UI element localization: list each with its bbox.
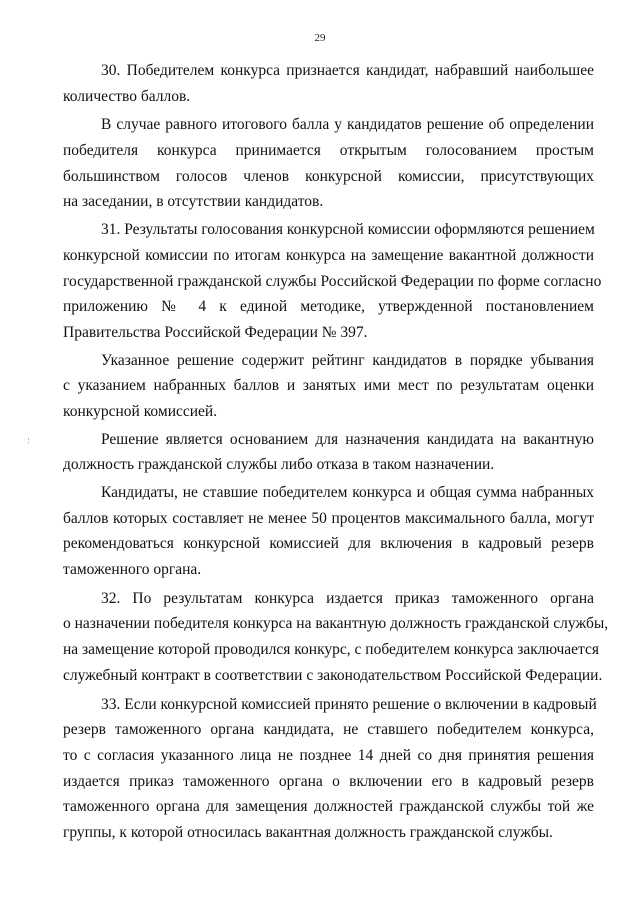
paragraph-item-33 [63,692,597,846]
scan-artifact [28,438,33,444]
text-line: служебный контракт в соответствии с законодательством Российской Федерации. [63,666,603,684]
text-line: победителя конкурса принимается открытым голосованием простым [63,142,594,160]
text-line: большинством голосов членов конкурсной комиссии, присутствующих [63,167,594,185]
text-line: Указанное решение содержит рейтинг кандидатов в порядке убывания [101,351,594,369]
text-line: на замещение которой проводился конкурс, с победителем конкурса заключается [63,641,600,659]
text-line: должность гражданской службы либо отказа в таком назначении. [63,456,495,474]
text-line: Правительства Российской Федерации № 397. [63,323,368,341]
page-number: 29 [314,32,326,44]
text-line: приложению № 4 к единой методике, утвержденной постановлением [63,298,594,316]
paragraph-item-31 [63,217,602,345]
text-line: группы, к которой относилась вакантная должность гражданской службы. [63,823,553,841]
paragraph-reserve-candidates [63,480,594,583]
paragraph-rating [63,348,594,425]
text-line: 33. Если конкурсной комиссией принято решение о включении в кадровый [101,695,597,713]
paragraph-item-30 [63,58,594,109]
paragraph-equal-score [63,112,594,215]
text-line: таможенного органа для замещения должностей гражданской службы той же [63,798,594,816]
text-line: В случае равного итогового балла у кандидатов решение об определении [101,116,594,134]
text-line: государственной гражданской службы Российской Федерации по форме согласно [63,272,602,290]
text-line: Кандидаты, не ставшие победителем конкурса и общая сумма набранных [101,484,594,501]
text-line: баллов которых составляет не менее 50 процентов максимального балла, могут [63,509,594,527]
text-line: количество баллов. [63,87,191,105]
text-line: таможенного органа. [63,561,202,579]
document-body [63,58,609,846]
text-line: конкурсной комиссии по итогам конкурса на замещение вакантной должности [63,246,594,264]
text-line: на заседании, в отсутствии кандидатов. [63,193,324,211]
text-line: конкурсной комиссией. [63,402,218,420]
page-bottom-edge [0,912,640,920]
text-line: с указанием набранных баллов и занятых ими мест по результатам оценки [63,377,594,395]
text-line: 31. Результаты голосования конкурсной комиссии оформляются решением [101,221,595,239]
text-line: Решение является основанием для назначения кандидата на вакантную [101,430,594,448]
text-line: резерв таможенного органа кандидата, не ставшего победителем конкурса, [63,721,594,739]
text-line: рекомендоваться конкурсной комиссией для включения в кадровый резерв [63,535,594,553]
text-line: 32. По результатам конкурса издается приказ таможенного органа [101,589,594,607]
paragraph-item-32 [63,586,609,689]
text-line: то с согласия указанного лица не позднее 14 дней со дня принятия решения [63,746,594,764]
text-line: о назначении победителя конкурса на вакантную должность гражданской службы, [63,615,609,633]
text-line: 30. Победителем конкурса признается кандидат, набравший наибольшее [101,62,594,79]
paragraph-decision-basis [63,427,594,478]
text-line: издается приказ таможенного органа о включении его в кадровый резерв [63,772,594,790]
